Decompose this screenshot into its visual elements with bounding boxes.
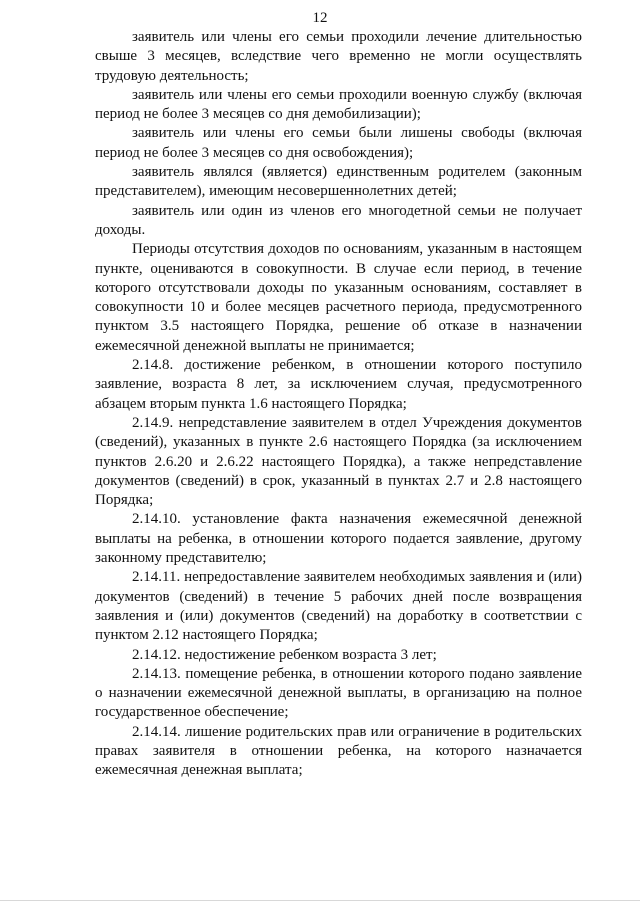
paragraph-2-14-8: 2.14.8. достижение ребенком, в отношении которого поступило заявление, возраста 8 лет, за исключением случая, предусмотренного абзацем вторым пункта 1.6 настоящего Порядка; xyxy=(95,357,582,412)
paragraph-treatment: заявитель или члены его семьи проходили лечение длительностью свыше 3 месяцев, вследствие чего временно не могли осуществлять трудовую деятельность; xyxy=(95,29,582,84)
paragraph-2-14-13: 2.14.13. помещение ребенка, в отношении которого подано заявление о назначении ежемесячной денежной выплаты, в организацию на полное государственное обеспечение; xyxy=(95,665,582,721)
paragraph-single-parent: заявитель являлся (является) единственным родителем (законным представителем), имеющим несовершеннолетних детей; xyxy=(95,164,582,200)
paragraph-2-14-9: 2.14.9. непредставление заявителем в отдел Учреждения документов (сведений), указанных в пункте 2.6 настоящего Порядка (за исключением пунктов 2.6.20 и 2.6.22 настоящего Порядка), а также непредставление документов (сведений) в срок, указанный в пунктах 2.7 и 2.8 настоящего Порядка; xyxy=(95,414,582,509)
page-number: 12 xyxy=(312,10,328,26)
bottom-edge-line xyxy=(0,900,640,901)
document-body xyxy=(95,28,582,781)
paragraph-2-14-11: 2.14.11. непредоставление заявителем необходимых заявления и (или) документов (сведений) в течение 5 рабочих дней после возвращения заявления и (или) документов (сведений) на доработку в соответствии с пунктом 2.12 настоящего Порядка; xyxy=(95,569,582,644)
paragraph-deprivation-of-liberty: заявитель или члены его семьи были лишены свободы (включая период не более 3 месяцев со дня освобождения); xyxy=(95,125,582,161)
paragraph-2-14-14: 2.14.14. лишение родительских прав или ограничение в родительских правах заявителя в отношении ребенка, на которого назначается ежемесячная денежная выплата; xyxy=(95,723,582,779)
paragraph-large-family: заявитель или один из членов его многодетной семьи не получает доходы. xyxy=(95,202,582,238)
paragraph-military-service: заявитель или члены его семьи проходили военную службу (включая период не более 3 месяцев со дня демобилизации); xyxy=(95,86,582,123)
paragraph-2-14-12: 2.14.12. недостижение ребенком возраста 3 лет; xyxy=(132,646,437,663)
paragraph-income-periods: Периоды отсутствия доходов по основаниям, указанным в настоящем пункте, оцениваются в совокупности. В случае если период, в течение которого отсутствовали доходы по указанным основаниям, составляет в совокупности 10 и более месяцев расчетного периода, предусмотренного пунктом 3.5 настоящего Порядка, решение об отказе в назначении ежемесячной денежной выплаты не принимается; xyxy=(95,241,582,354)
paragraph-2-14-10: 2.14.10. установление факта назначения ежемесячной денежной выплаты на ребенка, в отношении которого подается заявление, другому законному представителю; xyxy=(95,511,582,567)
